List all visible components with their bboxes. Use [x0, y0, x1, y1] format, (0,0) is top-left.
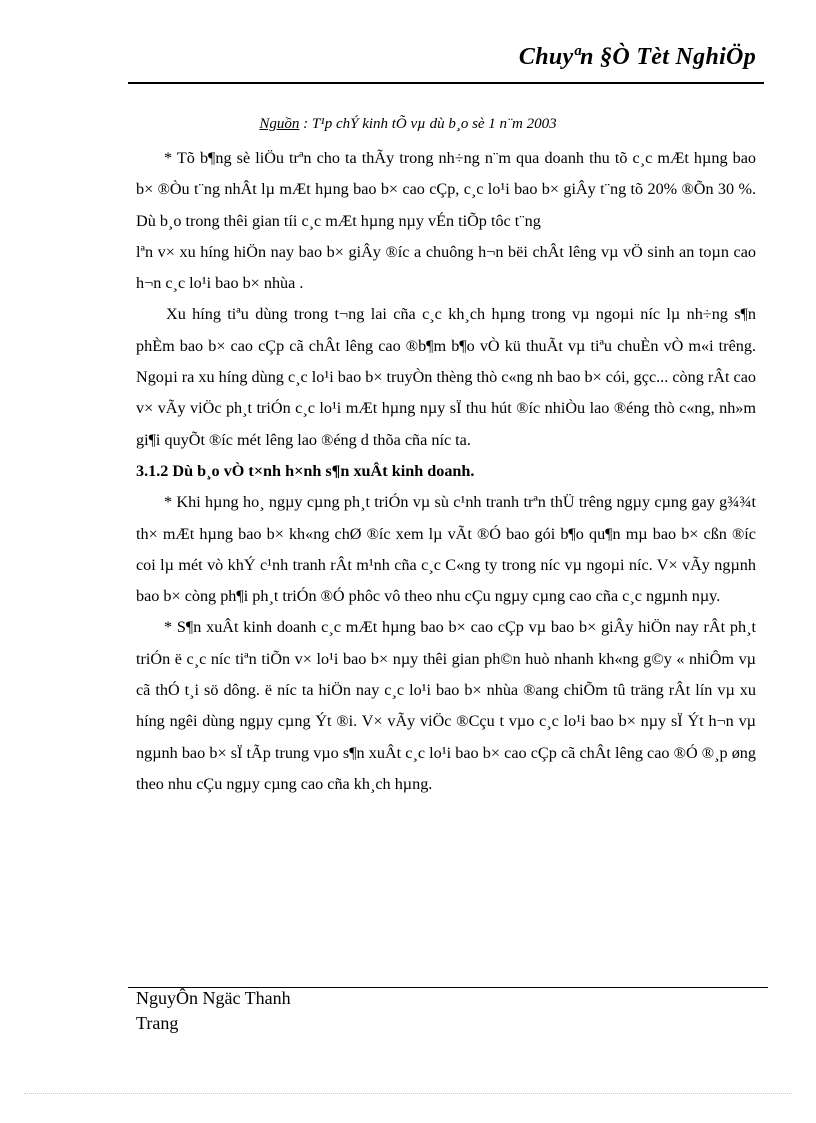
paragraph-revenue-forecast: * Tõ b¶ng sè liÖu trªn cho ta thÃy trong nh÷ng n¨m qua doanh thu tõ c¸c mÆt hµng bao b× ®Òu t¨ng nhÂt lµ mÆt hµng bao b× cao cÇp, c¸c lo¹i bao b× giÂy t¨ng tõ 20% ®Õn 30 %. Dù b¸o trong thêi gian tíi c¸c mÆt hµng nµy vÉn tiÕp tôc t¨ng	[136, 149, 756, 230]
document-header-title: Chuyªn §Ò Tèt NghiÖp	[518, 44, 756, 70]
author-name	[136, 986, 291, 1036]
paragraph-consumer-trend: Xu híng tiªu dùng trong t¬ng lai cña c¸c kh¸ch hµng trong vµ ngoµi níc lµ nh÷ng s¶n phÈm bao b× cao cÇp cã chÂt lêng cao ®b¶m b¶o vÒ kü thuÃt vµ tiªu chuÈn vÒ m«i trêng. Ngoµi ra xu híng dùng c¸c lo¹i bao b× truyÒn thèng thò c«ng nh bao b× cói, gçc... còng rÂt cao v× vÃy viÖc ph¸t triÓn c¸c lo¹i mÆt hµng nµy sÏ thu hút ®íc nhiÒu lao ®éng thò c«ng, nh»m gi¶i quyÕt ®íc mét lêng lao ®éng d thõa cña níc ta.	[136, 305, 756, 449]
source-label: Nguồn	[259, 116, 300, 132]
paragraph-production: * S¶n xuÂt kinh doanh c¸c mÆt hµng bao b× cao cÇp vµ bao b× giÂy hiÖn nay rÂt ph¸t triÓn ë c¸c níc tiªn tiÕn v× lo¹i bao b× nµy thêi gian ph©n huò nhanh kh«ng g©y « nhiÔm vµ cã thÓ t¸i sö dông. ë níc ta hiÖn nay c¸c lo¹i bao b× nhùa ®ang chiÕm tû träng rÂt lín vµ xu híng ngêi dùng ngµy cµng Ýt ®i. V× vÃy viÖc ®Cçu t vµo c¸c lo¹i bao b× nµy sÏ Ýt h¬n vµ ngµnh bao b× sÏ tÃp trung vµo s¶n xuÂt c¸c lo¹i bao b× cao cÇp cã chÂt lêng cao ®Ó ®¸p øng theo nhu cÇu ngµy cµng cao cña kh¸ch hµng.	[136, 618, 756, 793]
paragraph-paper-packaging-trend: lªn v× xu híng hiÖn nay bao b× giÂy ®íc a chuông h¬n bëi chÂt lêng vµ vÖ sinh an toµn cao h¬n c¸c lo¹i bao b× nhùa .	[136, 242, 756, 293]
document-body	[136, 143, 756, 800]
page-bottom-border	[24, 1093, 792, 1094]
header-rule	[128, 82, 764, 84]
source-text: : T¹p chÝ kinh tÕ vµ dù b¸o sè 1 n¨m 2003	[299, 116, 557, 132]
author-line-1: NguyÔn Ngäc Thanh	[136, 988, 291, 1008]
source-citation	[0, 116, 816, 133]
paragraph-competition: * Khi hµng ho¸ ngµy cµng ph¸t triÓn vµ sù c¹nh tranh trªn thÜ trêng ngµy cµng gay g¾¾t th× mÆt hµng bao b× kh«ng chØ ®íc xem lµ vÃt ®Ó bao gói b¶o qu¶n mµ bao b× cßn ®íc coi lµ mét vò khÝ c¹nh tranh rÂt m¹nh cña c¸c C«ng ty trong níc vµ ngoµi níc. V× vÃy ngµnh bao b× còng ph¶i ph¸t triÓn ®Ó phôc vô theo nhu cÇu ngµy cµng cao cña c¸c ngµnh nµy.	[136, 493, 756, 606]
section-heading: 3.1.2 Dù b¸o vÒ t×nh h×nh s¶n xuÂt kinh doanh.	[136, 461, 475, 480]
author-line-2: Trang	[136, 1013, 179, 1033]
